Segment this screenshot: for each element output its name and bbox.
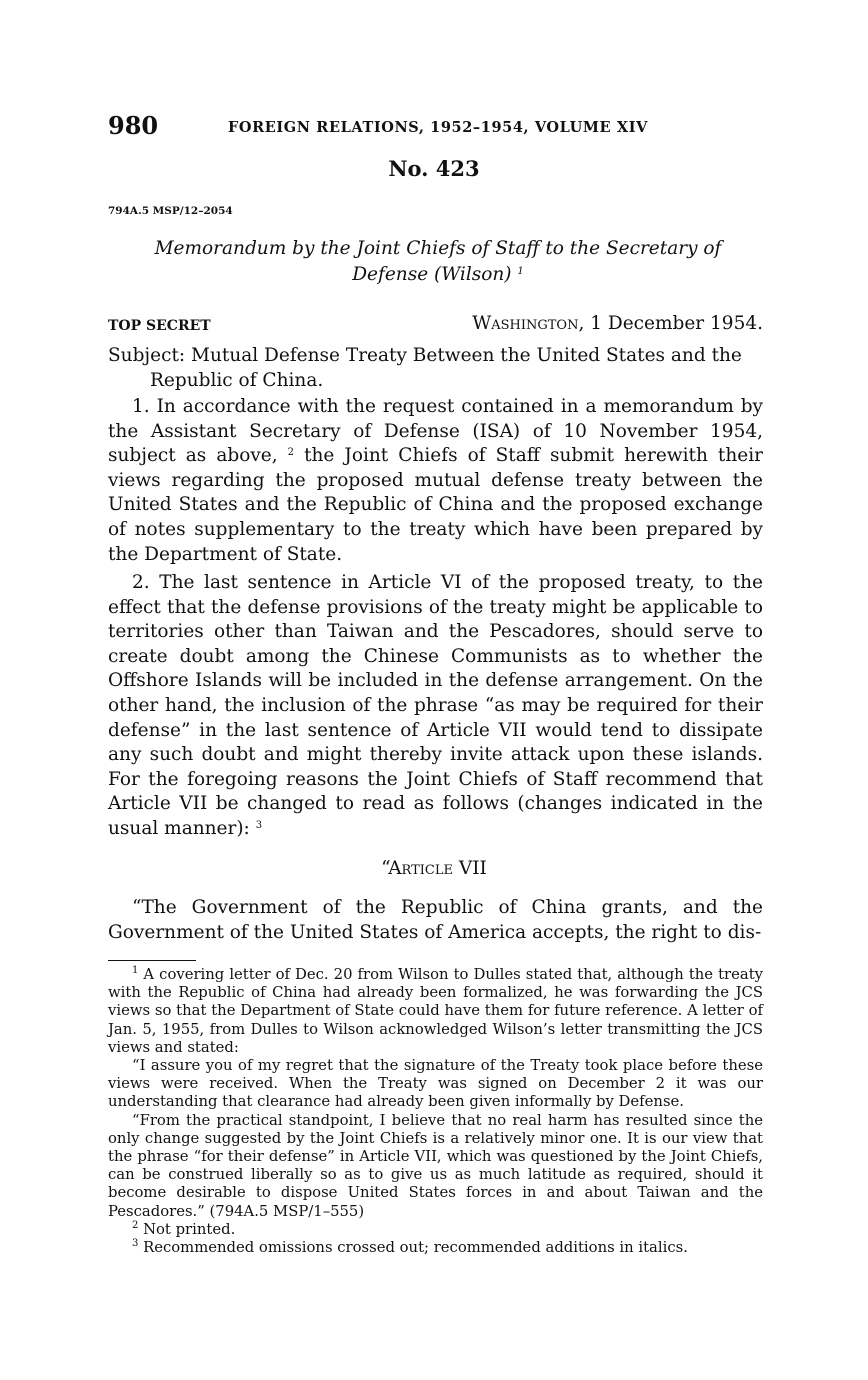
- article-heading: “Article VII: [381, 858, 487, 879]
- footnote-ref-3: 3: [255, 819, 263, 831]
- footnote-ref-2: 2: [287, 447, 295, 459]
- footnote-1-quote-1: “I assure you of my regret that the signature of the Treaty took place before these views were received. When the Treaty was signed on December 2 it was our understanding that clearance had already been given informally by Defense.: [108, 1057, 763, 1111]
- footnote-1-text: A covering letter of Dec. 20 from Wilson to Dulles stated that, although the treaty with the Republic of China had already been formalized, he was forwarding the JCS views so that the Department of State could have them for future reference. A letter of Jan. 5, 1955, from Dulles to Wilson acknowledged Wilson’s letter transmitting the JCS views and stated:: [108, 966, 763, 1056]
- footnote-3-text: Recommended omissions crossed out; recommended additions in italics.: [138, 1239, 688, 1257]
- paragraph-2: [108, 571, 763, 842]
- document-number: No. 423: [388, 156, 480, 181]
- place: Washington: [472, 313, 579, 334]
- memo-title: [128, 236, 748, 288]
- footnote-divider: [108, 960, 196, 961]
- running-title: FOREIGN RELATIONS, 1952–1954, VOLUME XIV: [228, 119, 648, 136]
- footnote-ref-1: 1: [517, 266, 524, 277]
- footnote-1-marker: 1: [132, 965, 139, 976]
- memo-title-text: Memorandum by the Joint Chiefs of Staff to the Secretary of Defense (Wilson): [154, 238, 722, 285]
- footnote-1: [108, 966, 763, 1057]
- article-text: “The Government of the Republic of China grants, and the Government of the United States of America accepts, the right to dis-: [108, 897, 763, 943]
- footnotes: [108, 966, 763, 1257]
- footnote-3: [108, 1239, 763, 1257]
- paragraph-1-text-a: 1. In accordance with the request contained in a memorandum by the Assistant Secretary of Defense (ISA) of 10 November 1954, subject as above,: [108, 396, 763, 467]
- paragraph-1-text-b: the Joint Chiefs of Staff submit herewith their views regarding the proposed mutual defense treaty between the United States and the Republic of China and the proposed exchange of notes supplementary to the treaty which have been prepared by the Department of State.: [108, 445, 763, 565]
- paragraph-2-text: 2. The last sentence in Article VI of the proposed treaty, to the effect that the defense provisions of the treaty might be applicable to territories other than Taiwan and the Pescadores, should serve to create doubt among the Chinese Communists as to whether the Offshore Islands will be included in the defense arrangement. On the other hand, the inclusion of the phrase “as may be required for their defense” in the last sentence of Article VII would tend to dissipate any such doubt and might thereby invite attack upon these islands. For the foregoing reasons the Joint Chiefs of Staff recommend that Article VII be changed to read as follows (changes indicated in the usual manner):: [108, 572, 763, 839]
- place-date: [472, 313, 763, 334]
- paragraph-1: [108, 395, 763, 567]
- date: , 1 December 1954.: [578, 313, 763, 334]
- subject-line: Subject: Mutual Defense Treaty Between the United States and the Republic of China.: [108, 345, 742, 391]
- footnote-2: [108, 1221, 763, 1239]
- footnote-2-text: Not printed.: [138, 1220, 236, 1238]
- footnote-3-marker: 3: [132, 1238, 139, 1250]
- footnote-1-quote-2: “From the practical standpoint, I believe that no real harm has resulted since the only change suggested by the Joint Chiefs is a relatively minor one. It is our view that the phrase “for their defense” in Article VII, which was questioned by the Joint Chiefs, can be construed liberally so as to give us as much latitude as required, should it become desirable to dispose United States forces in and about Taiwan and the Pescadores.” (794A.5 MSP/1–555): [108, 1111, 763, 1220]
- page-number: 980: [108, 111, 159, 140]
- classification: TOP SECRET: [108, 318, 211, 334]
- footnote-2-marker: 2: [132, 1219, 139, 1231]
- file-reference: 794A.5 MSP/12–2054: [108, 205, 233, 217]
